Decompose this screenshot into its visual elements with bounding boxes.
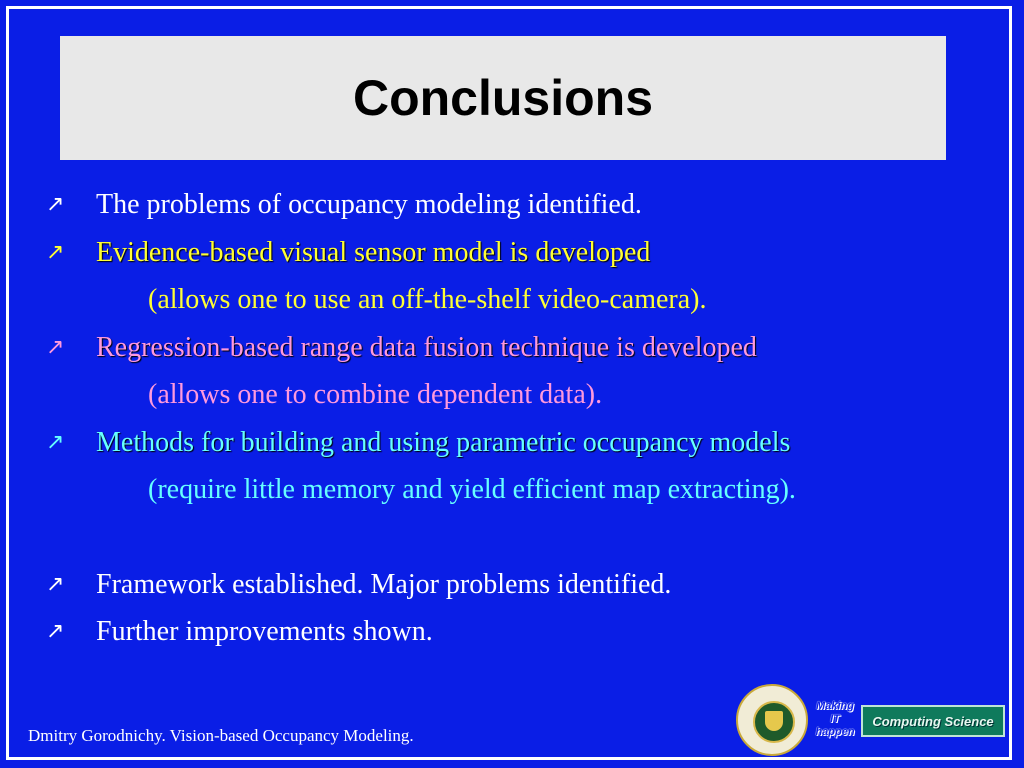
bullet-subtext: (require little memory and yield efficient map extracting). <box>148 474 796 505</box>
bullet-item <box>46 420 1006 468</box>
bullet-text: Methods for building and using parametric occupancy models <box>96 426 791 458</box>
making-it-happen-line: Making <box>816 700 854 712</box>
bullet-item <box>46 182 1006 230</box>
bullet-subtext: (allows one to combine dependent data). <box>148 379 603 410</box>
diagonal-arrow-icon: ↗ <box>46 619 65 644</box>
making-it-happen-line: IT <box>830 713 840 725</box>
footer-text: Dmitry Gorodnichy. Vision-based Occupancy Modeling. <box>28 726 414 745</box>
making-it-happen-line: happen <box>815 726 855 738</box>
bullet-subtext-line <box>46 467 1006 515</box>
bullet-item <box>46 230 1006 278</box>
diagonal-arrow-icon: ↗ <box>46 571 65 597</box>
university-seal-logo <box>736 684 808 756</box>
bullet-subtext: (allows one to use an off-the-shelf video-camera). <box>148 284 707 315</box>
bullet-item <box>46 562 1006 610</box>
diagonal-arrow-icon: ↗ <box>46 334 65 360</box>
bullet-item <box>46 325 1006 373</box>
bullet-subtext-line <box>46 372 1006 420</box>
diagonal-arrow-icon: ↗ <box>46 239 65 265</box>
bullet-text: Evidence-based visual sensor model is developed <box>96 236 651 268</box>
title-box <box>60 36 946 160</box>
bullet-text: Framework established. Major problems identified. <box>96 568 672 600</box>
bullet-subtext-line <box>46 277 1006 325</box>
making-it-happen-logo <box>812 700 858 744</box>
diagonal-arrow-icon: ↗ <box>46 192 65 217</box>
bullet-text: The problems of occupancy modeling identified. <box>96 189 642 220</box>
slide-title: Conclusions <box>352 70 654 126</box>
computing-science-logo: Computing Science <box>861 705 1005 737</box>
bullet-list <box>46 182 1006 657</box>
bullet-text: Regression-based range data fusion technique is developed <box>96 331 757 363</box>
diagonal-arrow-icon: ↗ <box>46 429 65 455</box>
bullet-item <box>46 609 1006 657</box>
bullet-text: Further improvements shown. <box>96 616 433 647</box>
